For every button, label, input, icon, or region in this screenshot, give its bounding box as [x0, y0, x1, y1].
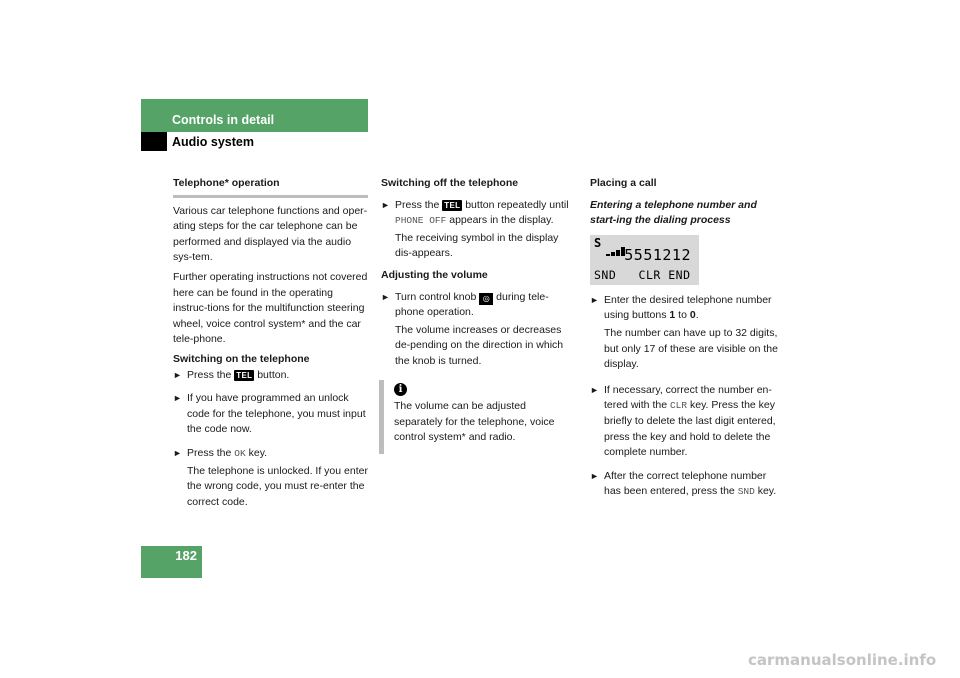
display-softkeys: SND CLR END	[594, 267, 691, 282]
bullet-note: The telephone is unlocked. If you enter the wrong code, you must re-enter the correct code.	[187, 464, 368, 508]
telephone-display	[590, 235, 699, 285]
display-number: 5551212	[624, 245, 691, 264]
list-item: ► If necessary, correct the number en-tered with the CLR key. Press the key briefly to delete the last digit entered, press the key and hold to delete the complete number.	[590, 383, 776, 459]
info-text: The volume can be adjusted separately for the telephone, voice control system* and radio.	[394, 400, 555, 444]
tel-key-icon: TEL	[444, 200, 461, 210]
paragraph: Further operating instructions not covered here can be found in the operating instruc-tions for the multifunction steering wheel, voice control system* and the car tele-phone.	[173, 270, 368, 346]
list-item: ► Turn control knob ◎ during tele-phone operation.	[381, 290, 549, 319]
section-title: Audio system	[172, 135, 254, 149]
section-heading: Adjusting the volume	[381, 268, 488, 281]
info-icon: i	[394, 383, 407, 396]
bullet-arrow-icon: ►	[173, 447, 182, 458]
section-heading: Switching off the telephone	[381, 177, 519, 189]
display-line-1: S	[594, 235, 603, 250]
chapter-title: Controls in detail	[172, 113, 275, 127]
signal-strength-icon	[606, 241, 626, 257]
bullet-note: The receiving symbol in the display dis-appears.	[395, 231, 559, 260]
bullet-note: The volume increases or decreases de-pending on the direction in which the knob is turned.	[395, 323, 564, 367]
watermark: carmanualsonline.info	[748, 651, 937, 669]
column-3	[590, 176, 786, 502]
info-note	[379, 380, 577, 454]
section-heading: Placing a call	[590, 177, 657, 189]
bullet-arrow-icon: ►	[381, 291, 390, 302]
column-1	[173, 176, 368, 514]
list-item: ► If you have programmed an unlock code for the telephone, you must input the code now.	[173, 392, 366, 436]
bullet-arrow-icon: ►	[590, 470, 599, 481]
sub-heading: Entering a telephone number and start-ing the dialing process	[590, 198, 757, 227]
paragraph: Various car telephone functions and oper-ating steps for the car telephone can be performed and displayed via the audio sys-tem.	[173, 204, 368, 264]
list-item: ► After the correct telephone number has been entered, press the SND key.	[590, 469, 777, 498]
list-item: ► Enter the desired telephone number using buttons 1 to 0.	[590, 293, 772, 322]
list-item: ► Press the TEL button.	[173, 368, 368, 384]
column-2	[381, 176, 577, 454]
snd-key-label: SND	[737, 486, 755, 498]
section-heading: Telephone* operation	[173, 176, 368, 198]
section-marker	[141, 132, 167, 151]
page-number: 182	[175, 548, 197, 563]
sub-heading: Switching on the telephone	[173, 352, 310, 365]
tel-key-icon: TEL	[236, 370, 253, 380]
bullet-note: The number can have up to 32 digits, but only 17 of these are visible on the display.	[604, 326, 778, 371]
clr-key-label: CLR	[669, 400, 688, 412]
bullet-arrow-icon: ►	[173, 393, 182, 404]
display-text: PHONE OFF	[395, 215, 447, 227]
list-item: ► Press the OK key.	[173, 446, 368, 462]
list-item: ► Press the TEL button repeatedly until PHONE OFF appears in the display.	[381, 198, 569, 227]
control-knob-icon: ◎	[479, 293, 493, 305]
bullet-arrow-icon: ►	[590, 294, 599, 305]
ok-key-label: OK	[234, 447, 246, 459]
bullet-arrow-icon: ►	[381, 199, 390, 210]
bullet-arrow-icon: ►	[173, 369, 182, 380]
bullet-arrow-icon: ►	[590, 384, 599, 395]
